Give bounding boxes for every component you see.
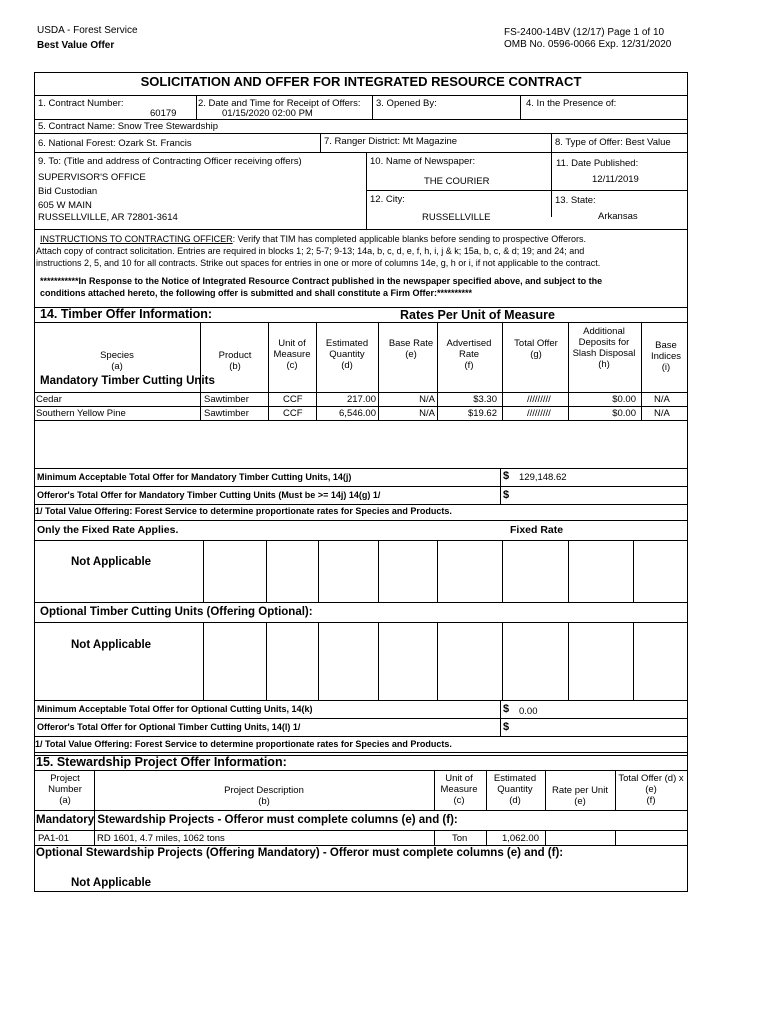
base-rate-cell[interactable]: N/A [419, 408, 435, 419]
response-line-2: conditions attached hereto, the following offer is submitted and shall constitute a Firm Offer:********** [40, 288, 473, 298]
offeror-optional-label: Offeror's Total Offer for Optional Timber Cutting Units, 14(l) 1/ [37, 722, 301, 732]
omb-number: OMB No. 0596-0066 Exp. 12/31/2020 [504, 39, 672, 50]
col-rate-header: Rate per Unit (e) [552, 785, 608, 807]
instructions-line-3: instructions 2, 5, and 10 for all contracts. Strike out spaces for entries in one or more of columns 14e, g, h or i, if not applicable to the contract. [36, 258, 601, 268]
project-description-cell: RD 1601, 4.7 miles, 1062 tons [97, 833, 225, 844]
offeror-optional-input[interactable] [514, 720, 686, 735]
national-forest-field[interactable]: 6. National Forest: Ozark St. Francis [38, 138, 192, 149]
contract-number-field[interactable]: 60179 [150, 108, 177, 119]
unit-cell: CCF [283, 408, 303, 419]
contract-name-field[interactable]: 5. Contract Name: Snow Tree Stewardship [38, 121, 219, 132]
not-applicable-fixed: Not Applicable [71, 556, 152, 568]
col-base-header: Base Rate (e) [388, 338, 434, 360]
fixed-rate-header: Fixed Rate [510, 524, 564, 536]
product-cell: Sawtimber [204, 394, 249, 405]
to-label: 9. To: (Title and address of Contracting Officer receiving offers) [38, 156, 302, 167]
offer-type-field[interactable]: 8. Type of Offer: Best Value [555, 137, 671, 148]
not-applicable-optional: Not Applicable [71, 639, 152, 651]
dollar-sign: $ [503, 703, 510, 715]
offeror-total-label: Offeror's Total Offer for Mandatory Timber Cutting Units (Must be >= 14j) 14(g) 1/ [37, 490, 381, 500]
total-offer-cell: ///////// [527, 408, 551, 419]
unit-cell: CCF [283, 394, 303, 405]
value-offering-note-2: 1/ Total Value Offering: Forest Service to determine proportionate rates for Species and Products. [35, 739, 452, 749]
offeror-total-input[interactable] [514, 488, 686, 503]
min-optional-label: Minimum Acceptable Total Offer for Optional Cutting Units, 14(k) [37, 704, 313, 714]
agency-name: USDA - Forest Service [37, 25, 138, 36]
col-adv-header: Advertised Rate (f) [446, 338, 492, 371]
col-description-header: Project Description (b) [224, 785, 304, 807]
dollar-sign: $ [503, 470, 510, 482]
col-total-header-15: Total Offer (d) x (e) (f) [618, 773, 684, 806]
col-unit-header: Unit of Measure (c) [273, 338, 311, 371]
mandatory-timber-title: Mandatory Timber Cutting Units [40, 375, 215, 387]
address-line-4: RUSSELLVILLE, AR 72801-3614 [38, 212, 178, 223]
optional-stewardship-title: Optional Stewardship Projects (Offering Mandatory) - Offeror must complete columns (e) and (f): [36, 847, 564, 859]
indices-cell: N/A [654, 408, 670, 419]
stewardship-section-title: 15. Stewardship Project Offer Information: [36, 755, 287, 769]
address-line-2: Bid Custodian [38, 186, 98, 197]
instructions-heading: INSTRUCTIONS TO CONTRACTING OFFICER [40, 234, 233, 244]
qty-cell: 6,546.00 [339, 408, 376, 419]
address-line-1: SUPERVISOR'S OFFICE [38, 172, 146, 183]
total-offer-cell: ///////// [527, 394, 551, 405]
newspaper-field[interactable]: THE COURIER [424, 176, 490, 187]
address-line-3: 605 W MAIN [38, 200, 92, 211]
col-total-header: Total Offer (g) [514, 338, 558, 360]
col-deposit-header: Additional Deposits for Slash Disposal (h) [572, 326, 636, 370]
timber-section-title: 14. Timber Offer Information: [40, 307, 213, 321]
city-label: 12. City: [370, 194, 405, 205]
value-offering-note: 1/ Total Value Offering: Forest Service to determine proportionate rates for Species and Products. [35, 506, 452, 516]
dollar-sign: $ [503, 489, 510, 501]
presence-label: 4. In the Presence of: [526, 98, 617, 109]
col-unit-header-15: Unit of Measure (c) [440, 773, 478, 806]
date-published-field[interactable]: 12/11/2019 [592, 174, 639, 185]
contract-number-label: 1. Contract Number: [38, 98, 124, 109]
receipt-label: 2. Date and Time for Receipt of Offers: [198, 98, 361, 109]
min-total-value: 129,148.62 [519, 472, 567, 483]
deposit-cell: $0.00 [612, 394, 636, 405]
adv-rate-cell: $3.30 [473, 394, 497, 405]
project-qty-cell: 1,062.00 [502, 833, 539, 844]
response-line-1: ***********In Response to the Notice of Integrated Resource Contract published in the newspaper specified above, and subject to the [40, 276, 603, 286]
rate-per-unit-input[interactable] [546, 831, 614, 845]
species-cell: Southern Yellow Pine [36, 408, 126, 419]
city-field[interactable]: RUSSELLVILLE [422, 212, 491, 223]
indices-cell: N/A [654, 394, 670, 405]
form-title: SOLICITATION AND OFFER FOR INTEGRATED RESOURCE CONTRACT [140, 74, 582, 89]
form-number: FS-2400-14BV (12/17) Page 1 of 10 [504, 27, 665, 38]
col-product-header: Product (b) [218, 350, 252, 372]
rates-title: Rates Per Unit of Measure [400, 308, 555, 322]
state-label: 13. State: [555, 195, 596, 206]
species-cell: Cedar [36, 394, 62, 405]
not-applicable-stewardship: Not Applicable [71, 877, 152, 889]
date-published-label: 11. Date Published: [556, 158, 639, 169]
total-offer-input[interactable] [616, 831, 686, 845]
col-qty-header-15: Estimated Quantity (d) [493, 773, 537, 806]
col-species-header: Species (a) [100, 350, 134, 372]
product-cell: Sawtimber [204, 408, 249, 419]
receipt-field[interactable]: 01/15/2020 02:00 PM [222, 108, 313, 119]
project-number-cell: PA1-01 [38, 833, 69, 844]
qty-cell: 217.00 [346, 394, 376, 405]
adv-rate-cell: $19.62 [467, 408, 497, 419]
project-unit-cell: Ton [452, 833, 468, 844]
optional-timber-title: Optional Timber Cutting Units (Offering Optional): [40, 606, 313, 618]
base-rate-cell[interactable]: N/A [419, 394, 435, 405]
offer-type-header: Best Value Offer [37, 40, 115, 51]
opened-by-label: 3. Opened By: [376, 98, 437, 109]
min-optional-value: 0.00 [519, 706, 538, 717]
ranger-district-field[interactable]: 7. Ranger District: Mt Magazine [324, 136, 458, 147]
col-qty-header: Estimated Quantity (d) [325, 338, 369, 371]
instructions-line-1 [40, 234, 586, 245]
instructions-line-2: Attach copy of contract solicitation. Entries are required in blocks 1; 2; 5-7; 9-13; 14a, b, c, d, e, f, h, i, j & k; 15a, b, c, & d; 19; and 24; and [36, 246, 585, 256]
col-indices-header: Base Indices (i) [650, 340, 682, 373]
mandatory-stewardship-title: Mandatory Stewardship Projects - Offeror must complete columns (e) and (f): [36, 814, 458, 826]
instructions-text: : Verify that TIM has completed applicable blanks before sending to prospective Offerors. [232, 234, 587, 244]
state-field[interactable]: Arkansas [598, 211, 638, 222]
col-project-number-header: Project Number (a) [48, 773, 82, 806]
fixed-rate-only-text: Only the Fixed Rate Applies. [37, 524, 179, 536]
min-total-label: Minimum Acceptable Total Offer for Mandatory Timber Cutting Units, 14(j) [37, 472, 352, 482]
dollar-sign: $ [503, 721, 510, 733]
newspaper-label: 10. Name of Newspaper: [370, 156, 476, 167]
deposit-cell: $0.00 [612, 408, 636, 419]
